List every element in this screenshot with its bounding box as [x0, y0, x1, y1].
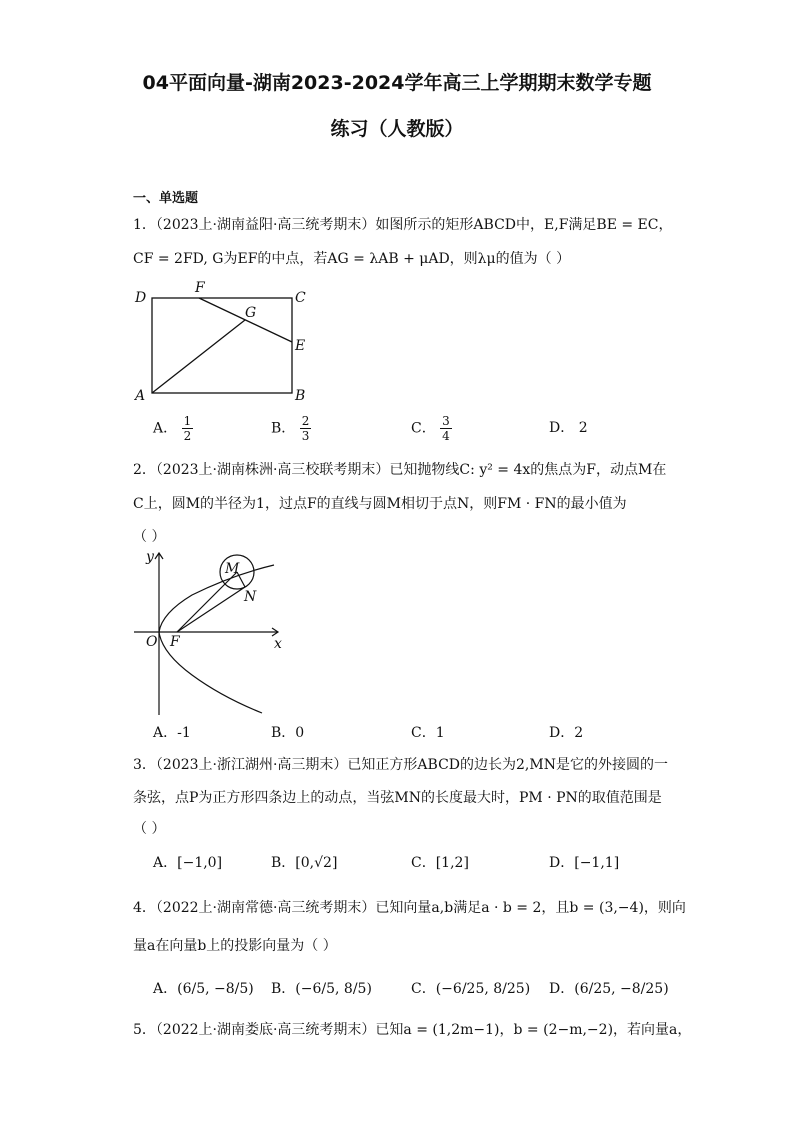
q1-option-b-den: 3	[301, 429, 310, 443]
document-title-line2: 练习（人教版）	[330, 118, 464, 140]
q1-label-d: D	[135, 290, 147, 306]
q4-option-a-letter: A．	[153, 981, 178, 997]
q3-option-c[interactable]	[411, 852, 469, 872]
q1-option-a-den: 2	[183, 429, 192, 443]
q1-option-d[interactable]	[549, 417, 588, 437]
q3-line2: 条弦，点P为正方形四条边上的动点，当弦MN的长度最大时，PM · PN的取值范围是	[133, 790, 662, 806]
q4-option-b-letter: B．	[271, 981, 296, 997]
q4-option-b[interactable]	[271, 978, 372, 998]
q1-option-a-letter: A．	[153, 420, 178, 437]
q2-segment-fm	[177, 572, 237, 632]
q1-option-d-text: 2	[578, 420, 588, 436]
section-heading: 一、单选题	[133, 191, 199, 206]
q1-option-c-letter: C．	[411, 420, 436, 437]
q2-option-c-text: 1	[435, 725, 445, 741]
q1-option-c-fraction	[440, 414, 452, 443]
q3-option-d-letter: D．	[549, 855, 575, 871]
q1-option-a[interactable]	[153, 414, 193, 443]
q1-line1: 1．（2023上·湖南益阳·高三统考期末）如图所示的矩形ABCD中，E,F满足BE = EC，	[133, 217, 673, 233]
q1-option-b-num: 2	[301, 414, 310, 428]
q2-label-m: M	[225, 561, 240, 577]
q4-option-a-text: (6/5, −8/5)	[177, 981, 254, 997]
q2-label-y: y	[146, 549, 154, 565]
q1-label-b: B	[295, 388, 306, 404]
q1-option-b-fraction	[300, 414, 312, 443]
q2-line2: C上，圆M的半径为1，过点F的直线与圆M相切于点N，则FM · FN的最小值为	[133, 496, 627, 512]
q1-rectangle-figure	[125, 280, 325, 405]
q1-label-e: E	[295, 338, 306, 354]
q1-label-c: C	[295, 290, 306, 306]
q2-line1: 2．（2023上·湖南株洲·高三校联考期末）已知抛物线C: y² = 4x的焦点为F，动点M在	[133, 462, 667, 478]
q3-line3: （ ）	[133, 821, 166, 837]
q1-option-b[interactable]	[271, 414, 311, 443]
q3-option-a-letter: A．	[153, 855, 178, 871]
q1-label-a: A	[135, 388, 146, 404]
q2-label-x: x	[274, 636, 282, 652]
q1-option-c[interactable]	[411, 414, 452, 443]
q4-option-c-text: (−6/25, 8/25)	[435, 981, 531, 997]
q1-option-a-num: 1	[183, 414, 192, 428]
q2-option-c-letter: C．	[411, 725, 436, 741]
q1-label-f: F	[195, 280, 205, 296]
q1-option-b-letter: B．	[271, 420, 296, 437]
q4-line2: 量a在向量b上的投影向量为（ ）	[133, 938, 337, 954]
q3-line1: 3．（2023上·浙江湖州·高三期末）已知正方形ABCD的边长为2,MN是它的外接圆的一	[133, 757, 668, 773]
q3-option-d[interactable]	[549, 852, 619, 872]
q3-option-d-text: [−1,1]	[574, 855, 620, 871]
q2-label-n: N	[244, 589, 257, 605]
q4-option-b-text: (−6/5, 8/5)	[295, 981, 372, 997]
q2-option-a-text: -1	[177, 725, 191, 741]
q1-option-c-den: 4	[442, 429, 450, 443]
q4-option-d[interactable]	[549, 978, 669, 998]
q1-option-d-letter: D．	[549, 420, 575, 436]
q1-line2: CF = 2FD, G为EF的中点，若AG = λAB + μAD，则λμ的值为（ ）	[133, 251, 571, 267]
q2-option-d-text: 2	[574, 725, 584, 741]
q1-segment-ag	[152, 320, 245, 393]
q4-option-d-text: (6/25, −8/25)	[574, 981, 669, 997]
q2-option-d-letter: D．	[549, 725, 575, 741]
q2-option-a[interactable]	[153, 722, 191, 742]
q2-option-d[interactable]	[549, 722, 583, 742]
q3-option-a-text: [−1,0]	[177, 855, 223, 871]
q4-option-c[interactable]	[411, 978, 530, 998]
q2-line3: （ ）	[133, 529, 166, 545]
q2-label-o: O	[146, 634, 158, 650]
q2-option-b-text: 0	[295, 725, 305, 741]
q4-option-c-letter: C．	[411, 981, 436, 997]
q4-option-d-letter: D．	[549, 981, 575, 997]
q3-option-b-text: [0,√2]	[295, 855, 338, 871]
q3-option-c-letter: C．	[411, 855, 436, 871]
q4-option-a[interactable]	[153, 978, 254, 998]
q2-segment-fn	[177, 587, 245, 632]
q2-option-b[interactable]	[271, 722, 304, 742]
q1-option-a-fraction	[182, 414, 194, 443]
q4-line1: 4．（2022上·湖南常德·高三统考期末）已知向量a,b满足a · b = 2，且b = (3,−4)，则向	[133, 900, 686, 916]
q2-parabola-figure	[132, 545, 292, 720]
document-title-line1: 04平面向量-湖南2023-2024学年高三上学期期末数学专题	[142, 72, 652, 94]
q5-line1: 5．（2022上·湖南娄底·高三统考期末）已知a = (1,2m−1)，b = (2−m,−2)，若向量a，	[133, 1022, 692, 1038]
q1-option-c-num: 3	[442, 414, 450, 428]
q3-option-b[interactable]	[271, 852, 337, 872]
q2-option-a-letter: A．	[153, 725, 178, 741]
q3-option-b-letter: B．	[271, 855, 296, 871]
q1-rect-abcd	[152, 298, 292, 393]
q2-option-b-letter: B．	[271, 725, 296, 741]
q1-label-g: G	[245, 305, 257, 321]
q3-option-a[interactable]	[153, 852, 222, 872]
q3-option-c-text: [1,2]	[435, 855, 469, 871]
q2-option-c[interactable]	[411, 722, 445, 742]
q2-label-f: F	[170, 634, 180, 650]
